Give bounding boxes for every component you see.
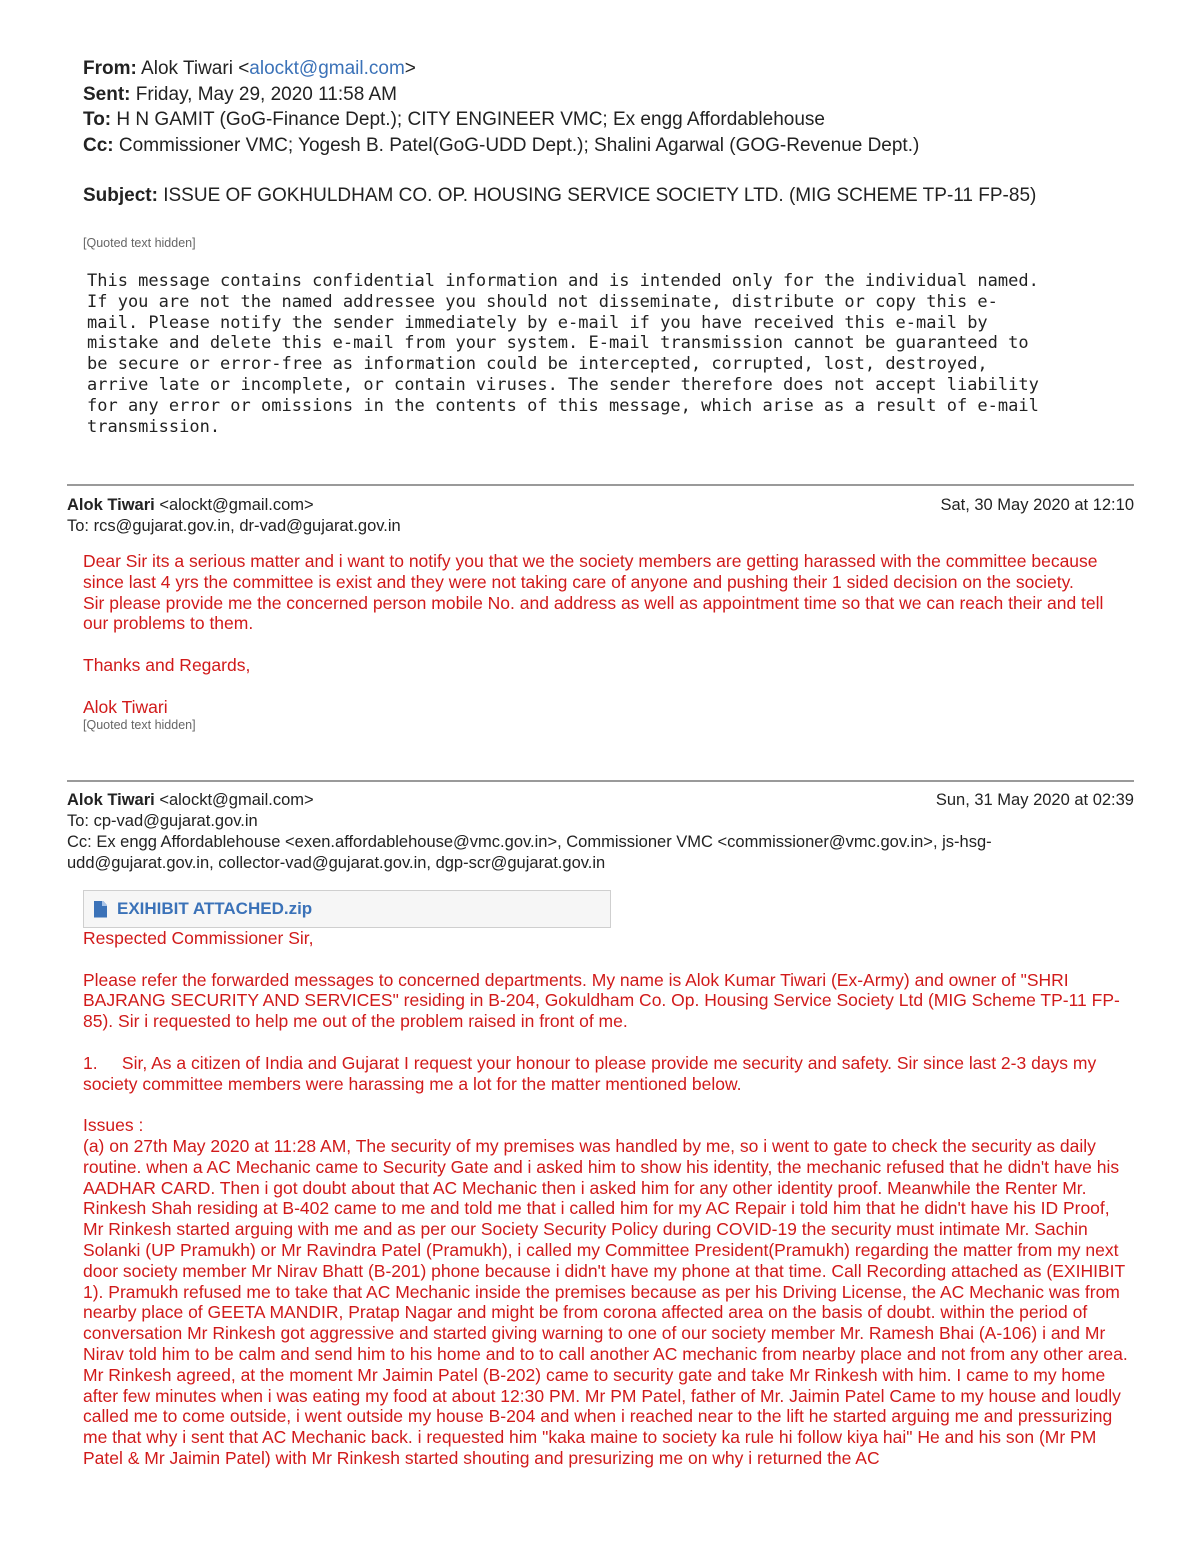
quoted-text-toggle[interactable]: [Quoted text hidden] xyxy=(83,236,196,250)
message-2-sender xyxy=(67,790,314,811)
message-1-header xyxy=(67,495,1134,537)
file-icon xyxy=(94,901,107,918)
disclaimer-line: be secure or error-free as information could be intercepted, corrupted, lost, destroyed, xyxy=(87,354,988,375)
confidentiality-disclaimer xyxy=(87,271,1147,437)
message-1-date: Sat, 30 May 2020 at 12:10 xyxy=(940,496,1134,514)
from-label: From: xyxy=(83,58,137,79)
message-2-date: Sun, 31 May 2020 at 02:39 xyxy=(935,791,1134,809)
sender-name: Alok Tiwari xyxy=(67,496,155,514)
attachment-chip[interactable] xyxy=(83,890,611,928)
from-email-link[interactable]: alockt@gmail.com xyxy=(249,58,405,79)
to-label: To: xyxy=(83,109,112,130)
sender-email: <alockt@gmail.com> xyxy=(154,791,314,809)
subject-row xyxy=(83,183,1163,209)
message-2-cc: Cc: Ex engg Affordablehouse <exen.affordablehouse@vmc.gov.in>, Commissioner VMC <commissioner@vmc.gov.in>, js-hsg-udd@gujarat.gov.in, collector-vad@gujarat.gov.in, dgp-scr@gujarat.gov.in xyxy=(67,833,992,872)
message-1-paragraph: Dear Sir its a serious matter and i want to notify you that we the society members are getting harassed with the committee because since last 4 yrs the committee is exist and they were not taking care of anyone and pushing their 1 sided decision on the society. xyxy=(83,551,1098,592)
sender-name: Alok Tiwari xyxy=(67,791,155,809)
message-2-recipients: To: cp-vad@gujarat.gov.in xyxy=(67,812,258,830)
disclaimer-line: If you are not the named addressee you should not disseminate, distribute or copy this e- xyxy=(87,291,998,312)
message-2-paragraph: Please refer the forwarded messages to concerned departments. My name is Alok Kumar Tiwari (Ex-Army) and owner of "SHRI BAJRANG SECURITY AND SERVICES" residing in B-204, Gokuldham Co. Op. Housing Service Society Ltd (MIG Scheme TP-11 FP-85). Sir i requested to help me out of the problem raised in front of me. xyxy=(83,969,1120,1032)
to-row xyxy=(83,107,1163,133)
disclaimer-line: arrive late or incomplete, or contain viruses. The sender therefore does not accept liability xyxy=(87,374,1039,395)
message-2-body xyxy=(83,928,1133,1469)
sender-email: <alockt@gmail.com> xyxy=(154,496,314,514)
message-1-recipients: To: rcs@gujarat.gov.in, dr-vad@gujarat.gov.in xyxy=(67,517,401,535)
message-1-sender xyxy=(67,495,314,516)
message-2-issue: (a) on 27th May 2020 at 11:28 AM, The security of my premises was handled by me, so i went to gate to check the security as daily routine. when a AC Mechanic came to Security Gate and i asked him to show his identity, the mechanic refused that he didn't have his AADHAR CARD. Then i got doubt about that AC Mechanic then i asked him for any other identity proof. Meanwhile the Renter Mr. Rinkesh Shah residing at B-402 came to me and told me that i called him for my AC Repair i told him that he didn't have his ID Proof, Mr Rinkesh started arguing with me and as per our Society Security Policy during COVID-19 the security must intimate Mr. Sachin Solanki (UP Pramukh) or Mr Ravindra Patel (Pramukh), i called my Committee President(Pramukh) regarding the matter from my next door society member Mr Nirav Bhatt (B-201) phone because i didn't have my phone at that time. Call Recording attached as (EXIHIBIT 1). Pramukh refused me to take that AC Mechanic inside the premises because as per his Driving License, the AC Mechanic was from nearby place of GEETA MANDIR, Pratap Nagar and might be from corona affected area on the basis of doubt. within the period of conversation Mr Rinkesh got aggressive and started giving warning to one of our society member Mr. Ramesh Bhai (A-106) i and Mr Nirav told him to be calm and send him to his home and to to call another AC mechanic from nearby place and not from any other area. Mr Rinkesh agreed, at the moment Mr Jaimin Patel (B-202) came to security gate and take Mr Rinkesh with him. I came to my home after few minutes when i was eating my food at about 12:30 PM. Mr PM Patel, father of Mr. Jaimin Patel Came to my house and loudly called me to come outside, i went outside my house B-204 and when i reached near to the lift he started arguing me and pressurizing me that why i sent that AC Mechanic back. i requested him "kaka maine to society ka rule hi follow kiya hai" He and his son (Mr PM Patel & Mr Jaimin Patel) with Mr Rinkesh started shouting and presurizing me on why i returned the AC xyxy=(83,1135,1128,1468)
to-value: H N GAMIT (GoG-Finance Dept.); CITY ENGINEER VMC; Ex engg Affordablehouse xyxy=(111,109,825,130)
message-2-issues-label: Issues : xyxy=(83,1115,144,1136)
message-2-salutation: Respected Commissioner Sir, xyxy=(83,928,314,948)
quoted-text-toggle[interactable]: [Quoted text hidden] xyxy=(83,718,196,733)
subject-label: Subject: xyxy=(83,185,158,206)
sent-label: Sent: xyxy=(83,83,131,105)
disclaimer-line: This message contains confidential information and is intended only for the individual named. xyxy=(87,271,1039,291)
email-header xyxy=(83,56,1163,209)
cc-row xyxy=(83,133,1163,159)
message-divider xyxy=(67,780,1134,782)
from-row xyxy=(83,56,1163,82)
message-1-paragraph: Sir please provide me the concerned person mobile No. and address as well as appointment time so that we can reach their and tell our problems to them. xyxy=(83,592,1104,634)
subject-value: ISSUE OF GOKHULDHAM CO. OP. HOUSING SERVICE SOCIETY LTD. (MIG SCHEME TP-11 FP-85) xyxy=(157,185,1037,206)
attachment-name[interactable]: EXIHIBIT ATTACHED.zip xyxy=(117,899,313,918)
message-divider xyxy=(67,484,1134,486)
cc-label: Cc: xyxy=(83,134,114,156)
sent-value: Friday, May 29, 2020 11:58 AM xyxy=(130,83,397,105)
message-1-signature: Alok Tiwari xyxy=(83,696,168,717)
disclaimer-line: for any error or omissions in the contents of this message, which arise as a result of e-mail xyxy=(87,395,1039,416)
from-email-close: > xyxy=(404,58,416,79)
cc-value: Commissioner VMC; Yogesh B. Patel(GoG-UDD Dept.); Shalini Agarwal (GOG-Revenue Dept.) xyxy=(113,134,920,156)
disclaimer-line: mistake and delete this e-mail from your system. E-mail transmission cannot be guaranteed to xyxy=(87,333,1029,354)
disclaimer-line: transmission. xyxy=(87,416,221,437)
message-2-point: 1. Sir, As a citizen of India and Gujarat I request your honour to please provide me security and safety. Sir since last 2-3 days my society committee members were harassing me a lot for the matter mentioned below. xyxy=(83,1052,1102,1094)
from-name: Alok Tiwari < xyxy=(136,58,250,79)
message-1-regards: Thanks and Regards, xyxy=(83,654,251,675)
message-2-header xyxy=(67,790,1134,874)
sent-row xyxy=(83,82,1163,108)
message-1-body xyxy=(83,551,1128,733)
disclaimer-line: mail. Please notify the sender immediately by e-mail if you have received this e-mail by xyxy=(87,312,988,333)
